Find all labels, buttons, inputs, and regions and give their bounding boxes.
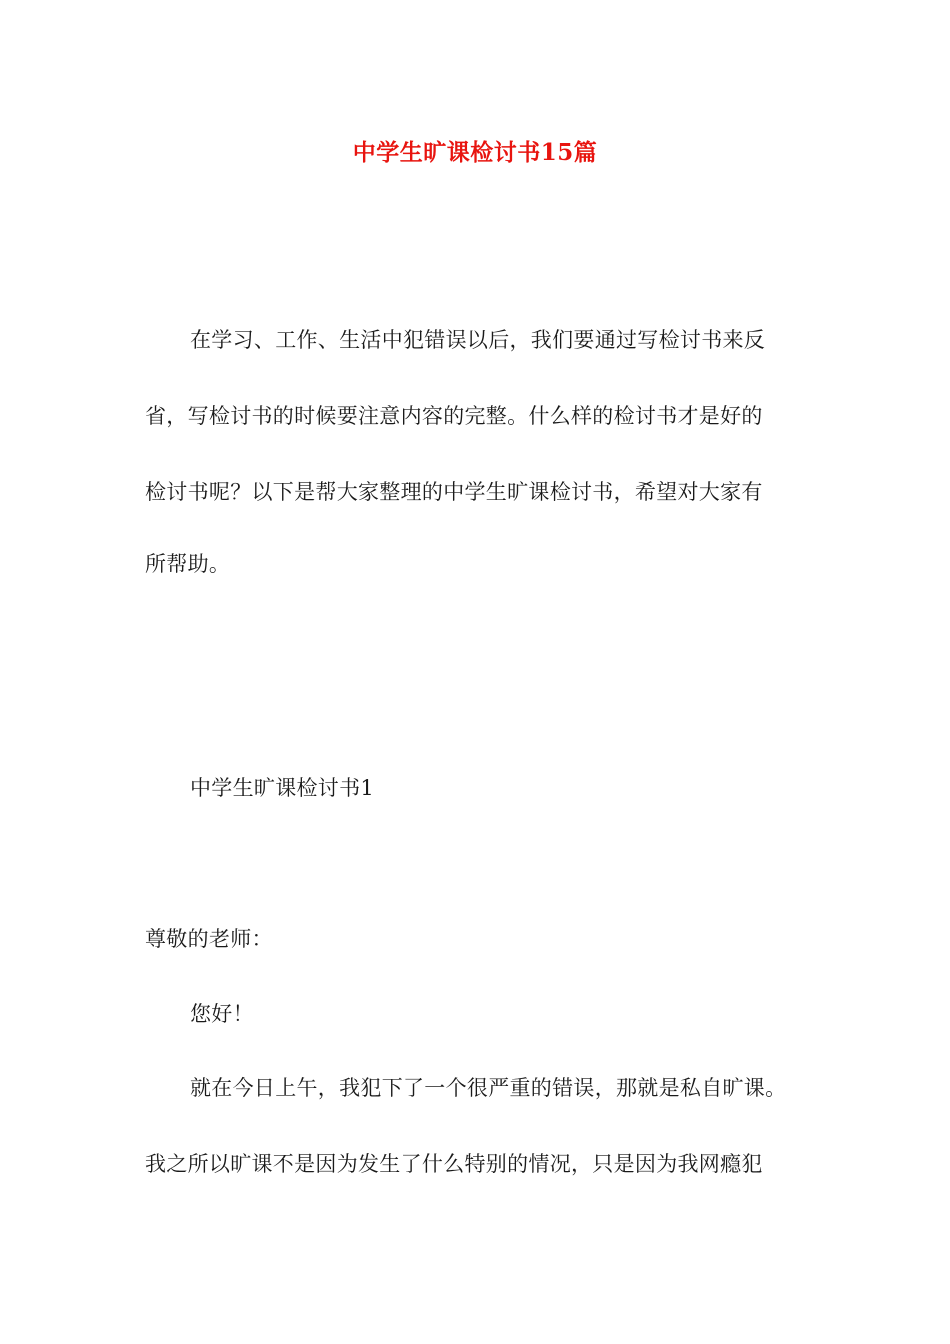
intro-line-1: 在学习、工作、生活中犯错误以后，我们要通过写检讨书来反 [190,328,766,352]
intro-line-2: 省，写检讨书的时候要注意内容的完整。什么样的检讨书才是好的 [145,404,763,428]
body-line-1: 就在今日上午，我犯下了一个很严重的错误，那就是私自旷课。 [190,1076,787,1100]
section-heading: 中学生旷课检讨书1 [190,776,375,800]
body-line-2: 我之所以旷课不是因为发生了什么特别的情况，只是因为我网瘾犯 [145,1152,763,1176]
salutation: 尊敬的老师： [145,927,273,951]
greeting: 您好！ [190,1002,254,1026]
document-title: 中学生旷课检讨书15篇 [352,139,598,166]
intro-line-4: 所帮助。 [145,552,231,576]
intro-line-3: 检讨书呢？以下是帮大家整理的中学生旷课检讨书，希望对大家有 [145,480,763,504]
